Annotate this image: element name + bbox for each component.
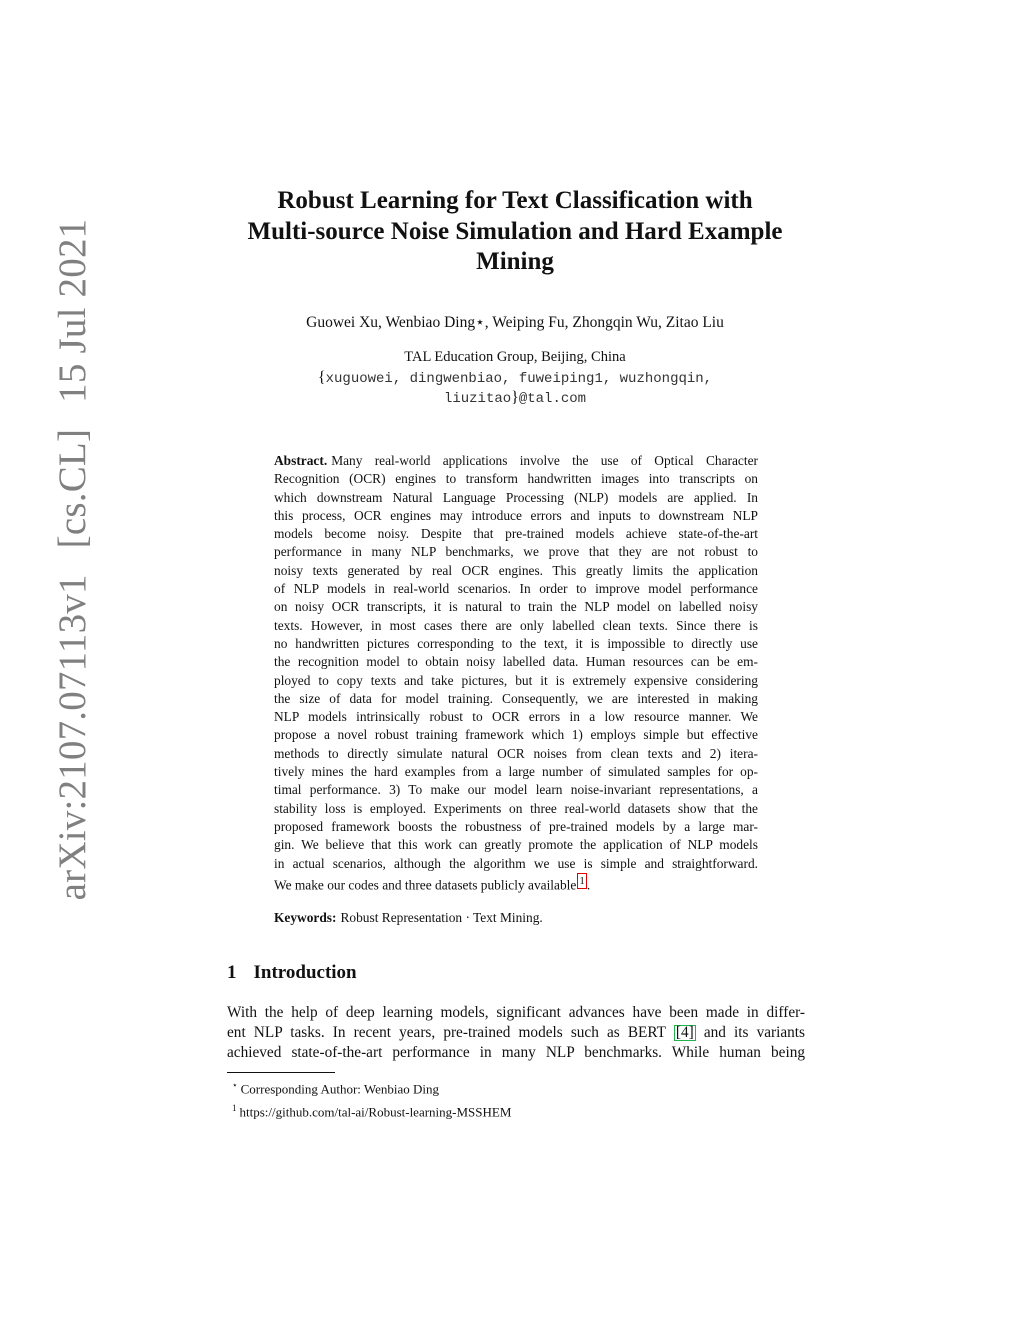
title-line: Multi-source Noise Simulation and Hard Example (247, 217, 783, 245)
body-line: With the help of deep learning models, significant advances have been made in differ- (227, 1004, 805, 1021)
footnotes (232, 1076, 511, 1122)
abstract-line: NLP models intrinsically robust to OCR errors in a low resource manner. We (274, 709, 758, 725)
abstract-line: the recognition model to obtain noisy labelled data. Human resources can be em- (274, 654, 758, 670)
abstract-line: tively mines the hard examples from a large number of simulated samples for op- (274, 764, 758, 780)
abstract (274, 452, 758, 891)
abstract-line: Abstract. Many real-world applications involve the use of Optical Character (274, 453, 758, 468)
abstract-line: stability loss is employed. Experiments on three real-world datasets show that the (274, 800, 758, 816)
footnote-mark: ⋆ (232, 1080, 238, 1090)
abstract-line: methods to directly simulate natural OCR noises from clean texts and 2) itera- (274, 745, 758, 761)
arxiv-id[interactable]: arXiv:2107.07113v1 (50, 574, 94, 901)
abstract-line: this process, OCR engines may introduce errors and inputs to downstream NLP (274, 507, 758, 523)
abstract-line: no handwritten pictures corresponding to the text, it is impossible to directly use (274, 635, 758, 651)
abstract-label: Abstract. (274, 453, 328, 468)
arxiv-category: [cs.CL] (50, 428, 94, 549)
arxiv-side-stamp (30, 0, 114, 1222)
footnote-text: Corresponding Author: Wenbiao Ding (240, 1081, 440, 1097)
email-domain: @tal.com (518, 390, 587, 407)
body-line: achieved state-of-the-art performance in many NLP benchmarks. While human being (227, 1044, 805, 1061)
author-list: Guowei Xu, Wenbiao Ding⋆, Weiping Fu, Zhongqin Wu, Zitao Liu (306, 314, 724, 331)
citation-link[interactable]: [4] (675, 1024, 694, 1041)
abstract-line: texts. However, in most cases there are only labelled clean texts. Since there is (274, 617, 758, 633)
abstract-line: on noisy OCR transcripts, it is natural to train the NLP model on labelled noisy (274, 599, 758, 615)
paper-title (232, 186, 798, 278)
body-line: ent NLP tasks. In recent years, pre-trained models such as BERT [4] and its variants (227, 1024, 806, 1041)
footnote-url[interactable]: https://github.com/tal-ai/Robust-learning-MSSHEM (239, 1104, 512, 1120)
abstract-line: noisy texts generated by real OCR engines. This greatly limits the application (274, 562, 758, 578)
abstract-last-line: We make our codes and three datasets publicly available 1 . (274, 874, 591, 893)
abstract-line: gin. We believe that this work can greatly promote the application of NLP models (274, 837, 758, 853)
abstract-line: timal performance. 3) To make our model learn noise-invariant representations, a (274, 782, 758, 798)
footnote-link[interactable]: 1 (579, 874, 585, 887)
keywords (274, 910, 758, 926)
abstract-line: Recognition (OCR) engines to transform handwritten images into transcripts on (274, 471, 758, 487)
title-line: Mining (476, 248, 554, 275)
footnote-item (232, 1076, 511, 1099)
author-emails (200, 369, 830, 408)
abstract-line: propose a novel robust training framework which 1) employs simple but effective (274, 727, 758, 743)
abstract-line: of NLP models in real-world scenarios. In order to improve model performance (274, 581, 758, 597)
footnote-mark: 1 (232, 1102, 237, 1113)
abstract-line: the size of data for model training. Consequently, we are interested in making (274, 690, 758, 706)
intro-paragraph (227, 1003, 805, 1063)
abstract-line: models become noisy. Despite that pre-trained models achieve state-of-the-art (274, 526, 758, 542)
footnote-rule (227, 1072, 335, 1073)
title-line: Robust Learning for Text Classification with (277, 187, 753, 214)
email-line-2: liuzitao (443, 390, 512, 407)
abstract-line: ployed to copy texts and take pictures, but it is extremely expensive considering (274, 672, 758, 688)
arxiv-date: 15 Jul 2021 (50, 218, 94, 403)
email-close-brace: } (511, 388, 519, 406)
email-open-brace: { (317, 369, 326, 386)
affiliation: TAL Education Group, Beijing, China (404, 349, 626, 365)
footnote-item (232, 1099, 511, 1122)
keywords-label: Keywords: (274, 910, 337, 925)
email-line-1: xuguowei, dingwenbiao, fuweiping1, wuzhongqin, (325, 371, 713, 387)
keywords-text: Robust Representation · Text Mining. (340, 910, 543, 925)
section-heading (227, 962, 357, 984)
abstract-line: proposed framework boosts the robustness of pre-trained models by a large mar- (274, 818, 758, 834)
section-title: Introduction (253, 962, 357, 983)
abstract-line: in actual scenarios, although the algorithm we use is simple and straightforward. (274, 855, 758, 871)
abstract-line: which downstream Natural Language Processing (NLP) models are applied. In (274, 489, 758, 505)
abstract-line: performance in many NLP benchmarks, we prove that they are not robust to (274, 544, 758, 560)
section-number: 1 (227, 962, 237, 983)
